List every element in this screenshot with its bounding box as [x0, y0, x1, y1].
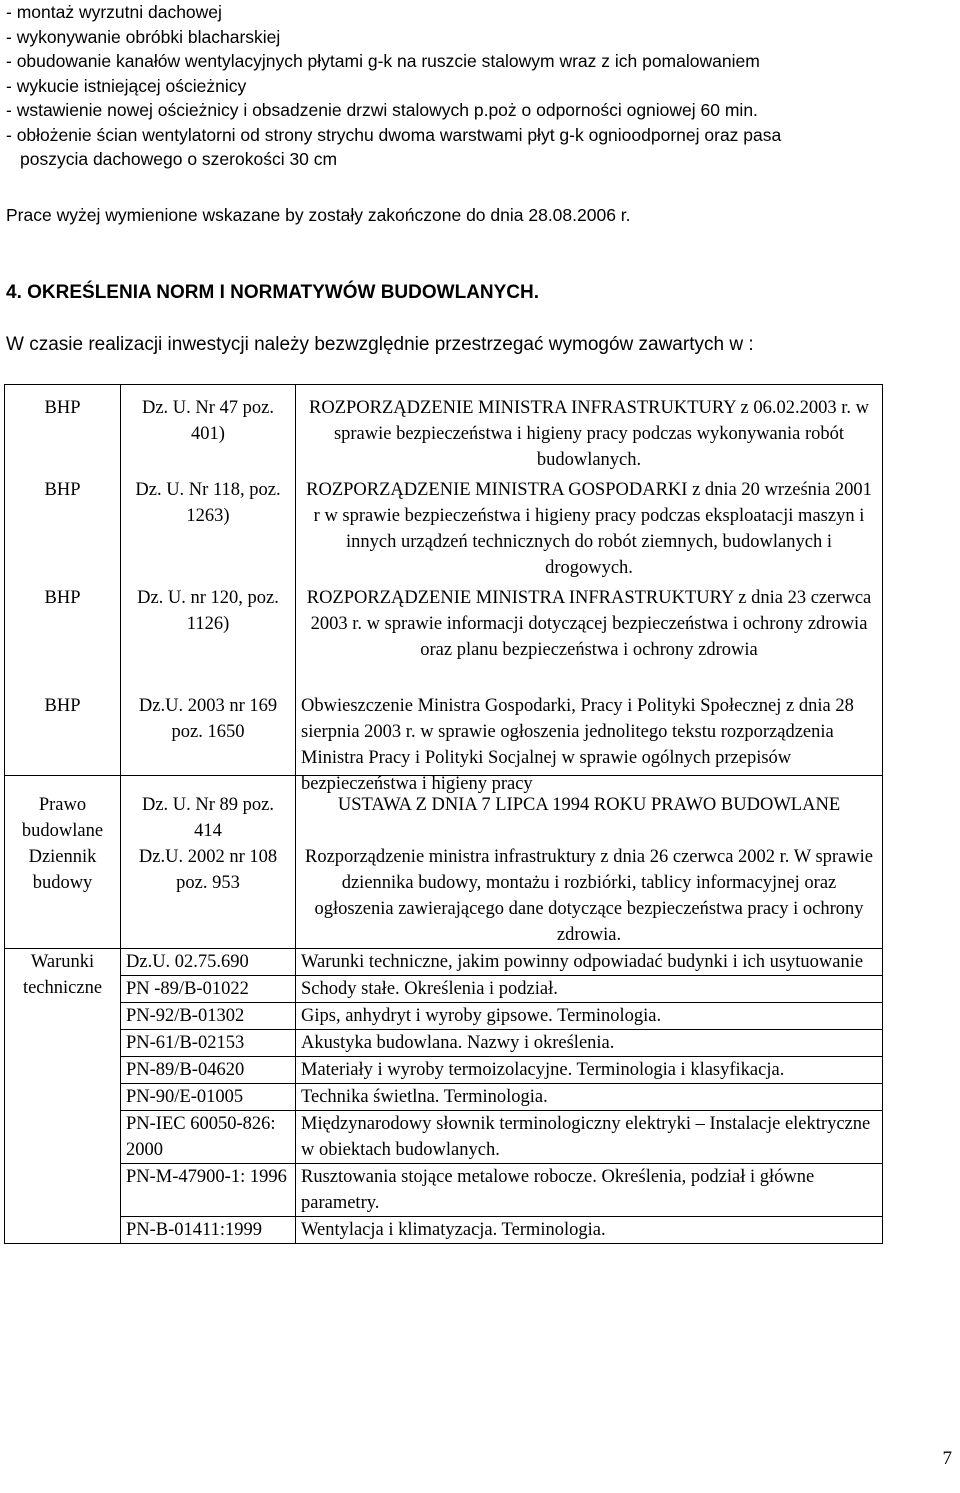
list-item: - obudowanie kanałów wentylacyjnych płytami g-k na ruszcie stalowym wraz z ich pomalowaniem: [6, 51, 760, 71]
table-row: [5, 1084, 883, 1111]
reference-label: Dz. U. Nr 118, poz. 1263): [135, 480, 281, 526]
regulation-title: ROZPORZĄDZENIE MINISTRA INFRASTRUKTURY z 06.02.2003 r. w sprawie bezpieczeństwa i higieny pracy podczas wykonywania robót budowlanych.: [309, 398, 869, 470]
category-label: BHP: [44, 480, 81, 500]
title-cell: Materiały i wyroby termoizolacyjne. Terminologia i klasyfikacja.: [296, 1057, 883, 1084]
regulation-title: USTAWA Z DNIA 7 LIPCA 1994 ROKU PRAWO BUDOWLANE: [337, 795, 841, 815]
list-item: - wstawienie nowej ościeżnicy i obsadzenie drzwi stalowych p.poż o odporności ogniowej 60 min.: [6, 100, 758, 120]
title-cell: [296, 385, 883, 794]
title-cell: Technika świetlna. Terminologia.: [296, 1084, 883, 1111]
table-row: [5, 776, 883, 949]
title-cell: Międzynarodowy słownik terminologiczny elektryki – Instalacje elektryczne w obiektach budowlanych.: [296, 1111, 883, 1164]
title-cell: Gips, anhydryt i wyroby gipsowe. Terminologia.: [296, 1003, 883, 1030]
reference-cell: [121, 385, 296, 776]
reference-cell: PN -89/B-01022: [121, 976, 296, 1003]
regulation-title: Obwieszczenie Ministra Gospodarki, Pracy i Polityki Społecznej z dnia 28 sierpnia 2003 r. w sprawie ogłoszenia jednolitego tekstu rozporządzenia Ministra Pracy i Polityki Socjalnej w sprawie ogólnych przepisów bezpieczeństwa i higieny pracy: [301, 696, 854, 794]
table-row: [5, 1111, 883, 1164]
title-cell: Akustyka budowlana. Nazwy i określenia.: [296, 1030, 883, 1057]
table-row: [5, 949, 883, 976]
reference-cell: PN-B-01411:1999: [121, 1217, 296, 1244]
regulation-title: ROZPORZĄDZENIE MINISTRA INFRASTRUKTURY z dnia 23 czerwca 2003 r. w sprawie informacji dotyczącej bezpieczeństwa i ochrony zdrowia oraz planu bezpieczeństwa i ochrony zdrowia: [306, 588, 872, 660]
reference-label: Dz. U. nr 120, poz. 1126): [137, 588, 279, 634]
table-row: [5, 1164, 883, 1217]
title-cell: Schody stałe. Określenia i podział.: [296, 976, 883, 1003]
reference-label: Dz. U. Nr 47 poz. 401): [141, 398, 275, 444]
reference-cell: PN-M-47900-1: 1996: [121, 1164, 296, 1217]
reference-label: Dz.U. 2002 nr 108 poz. 953: [138, 847, 278, 893]
table-row: [5, 976, 883, 1003]
category-label: BHP: [44, 398, 81, 418]
category-cell: [5, 776, 121, 949]
list-item-continuation: poszycia dachowego o szerokości 30 cm: [20, 149, 338, 169]
reference-cell: PN-61/B-02153: [121, 1030, 296, 1057]
table-row: [5, 1003, 883, 1030]
category-label: Prawo budowlane: [21, 795, 104, 841]
standards-table: [4, 384, 883, 1244]
list-item: - obłożenie ścian wentylatorni od strony strychu dwoma warstwami płyt g-k ognioodpornej oraz pasa: [6, 124, 782, 145]
reference-label: Dz.U. 2003 nr 169 poz. 1650: [138, 696, 278, 742]
title-cell: Wentylacja i klimatyzacja. Terminologia.: [296, 1217, 883, 1244]
intro-paragraph: W czasie realizacji inwestycji należy bezwzględnie przestrzegać wymogów zawartych w :: [6, 334, 754, 355]
regulation-title: ROZPORZĄDZENIE MINISTRA GOSPODARKI z dnia 20 września 2001 r w sprawie bezpieczeństwa i higieny pracy podczas eksploatacji maszyn i innych urządzeń technicznych do robót ziemnych, budowlanych i drogowych.: [306, 480, 872, 578]
section-heading: 4. OKREŚLENIA NORM I NORMATYWÓW BUDOWLANYCH.: [6, 282, 540, 303]
reference-cell: PN-89/B-04620: [121, 1057, 296, 1084]
category-label: Dziennik budowy: [28, 847, 97, 893]
reference-label: Dz. U. Nr 89 poz. 414: [141, 795, 275, 841]
title-cell: Warunki techniczne, jakim powinny odpowiadać budynki i ich usytuowanie: [296, 949, 883, 976]
list-item: - wykonywanie obróbki blacharskiej: [6, 26, 281, 47]
reference-cell: [121, 776, 296, 949]
regulation-title: Rozporządzenie ministra infrastruktury z dnia 26 czerwca 2002 r. W sprawie dziennika budowy, montażu i rozbiórki, tablicy informacyjnej oraz ogłoszenia zawierającego dane dotyczące bezpieczeństwa pracy i ochrony zdrowia.: [305, 847, 873, 945]
reference-cell: PN-90/E-01005: [121, 1084, 296, 1111]
table-row: [5, 1217, 883, 1244]
table-row: [5, 385, 883, 776]
title-cell: Rusztowania stojące metalowe robocze. Określenia, podział i główne parametry.: [296, 1164, 883, 1217]
list-item: - wykucie istniejącej ościeżnicy: [6, 75, 247, 96]
completion-note: Prace wyżej wymienione wskazane by zostały zakończone do dnia 28.08.2006 r.: [6, 205, 631, 225]
category-label: BHP: [44, 588, 81, 608]
list-item: - montaż wyrzutni dachowej: [6, 2, 222, 22]
category-cell: [5, 385, 121, 776]
category-label: BHP: [44, 696, 81, 716]
title-cell: [296, 776, 883, 949]
table-row: [5, 1057, 883, 1084]
table-row: [5, 1030, 883, 1057]
work-list: [6, 0, 946, 172]
reference-cell: PN-IEC 60050-826: 2000: [121, 1111, 296, 1164]
category-cell: Warunki techniczne: [5, 949, 121, 1244]
reference-cell: Dz.U. 02.75.690: [121, 949, 296, 976]
page-number: 7: [942, 1448, 952, 1469]
reference-cell: PN-92/B-01302: [121, 1003, 296, 1030]
